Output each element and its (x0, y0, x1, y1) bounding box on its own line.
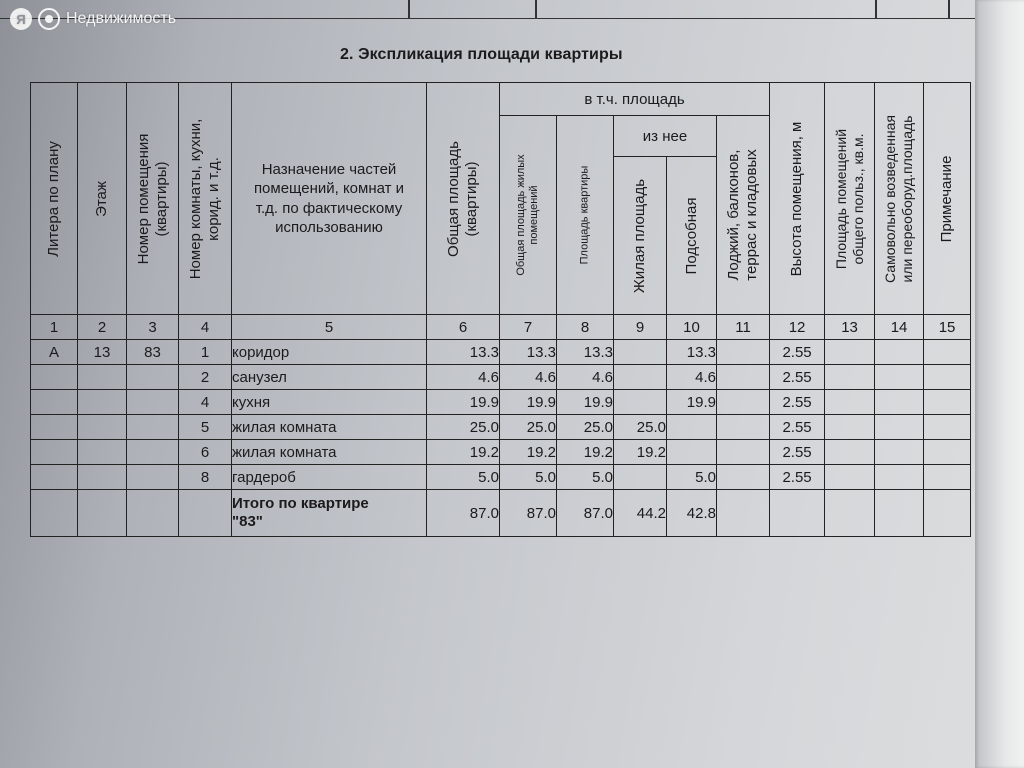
total-label: Итого по квартире "83" (232, 490, 427, 537)
header-ploshchad-kvartiry: Площадь квартиры (557, 116, 614, 315)
page-title: 2. Экспликация площади квартиры (340, 46, 623, 63)
total-kvartiry: 87.0 (557, 490, 614, 537)
header-nomer-komnaty: Номер комнаты, кухни, корид. и т.д. (179, 83, 232, 315)
realty-logo-icon (38, 8, 60, 30)
table-row: 8 гардероб 5.0 5.0 5.0 5.0 2.55 (31, 465, 971, 490)
total-zhilyh: 87.0 (500, 490, 557, 537)
header-litera: Литера по плану (31, 83, 78, 315)
watermark-text: Недвижимость (66, 10, 177, 27)
header-nomer-pomeshcheniya: Номер помещения (квартиры) (127, 83, 179, 315)
table-row: 4 кухня 19.9 19.9 19.9 19.9 2.55 (31, 390, 971, 415)
yandex-badge-icon: Я (10, 8, 32, 30)
table-row: 6 жилая комната 19.2 19.2 19.2 19.2 2.55 (31, 440, 971, 465)
page-edge (975, 0, 1024, 768)
total-zhilaya: 44.2 (614, 490, 667, 537)
header-group-iz-nee: из нее (614, 116, 717, 157)
header-vysota: Высота помещения, м (770, 83, 825, 315)
header-zhilaya-ploshchad: Жилая площадь (614, 157, 667, 315)
header-obshchego-polz: Площадь помещений общего польз., кв.м. (825, 83, 875, 315)
watermark (10, 8, 176, 30)
explication-table (30, 82, 971, 537)
table-row: А 13 83 1 коридор 13.3 13.3 13.3 13.3 2.55 (31, 340, 971, 365)
header-obshchaya-zhilyh: Общая площадь жилых помещений (500, 116, 557, 315)
header-obshchaya-ploshchad: Общая площадь (квартиры) (427, 83, 500, 315)
header-naznachenie: Назначение частей помещений, комнат и т.д. по фактическому использованию (232, 83, 427, 315)
total-obshchaya: 87.0 (427, 490, 500, 537)
header-primechanie: Примечание (924, 83, 971, 315)
header-lodzhiy: Лоджий, балконов, террас и кладовых (717, 116, 770, 315)
table-row: 5 жилая комната 25.0 25.0 25.0 25.0 2.55 (31, 415, 971, 440)
header-samovolno: Самовольно возведенная или переоборуд.площадь (875, 83, 924, 315)
header-group-v-tch-ploshchad: в т.ч. площадь (500, 83, 770, 116)
total-podsobnaya: 42.8 (667, 490, 717, 537)
header-podsobnaya: Подсобная (667, 157, 717, 315)
table-row: 2 санузел 4.6 4.6 4.6 4.6 2.55 (31, 365, 971, 390)
column-number-row: 1 2 3 4 5 6 7 8 9 10 11 12 13 14 15 (31, 315, 971, 340)
total-row (31, 490, 971, 537)
header-etazh: Этаж (78, 83, 127, 315)
